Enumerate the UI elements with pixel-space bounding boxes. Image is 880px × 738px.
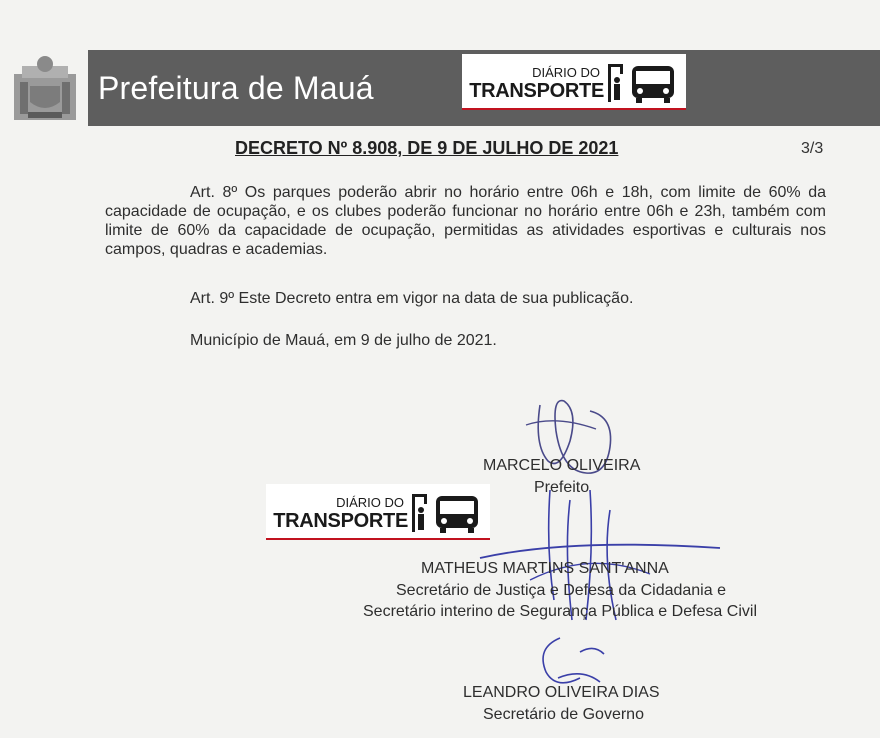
city-crest-icon bbox=[8, 52, 82, 126]
signatory-3-role: Secretário de Governo bbox=[483, 706, 644, 723]
signatory-3-name: LEANDRO OLIVEIRA DIAS bbox=[463, 684, 660, 701]
signatory-2-name: MATHEUS MARTINS SANT'ANNA bbox=[421, 560, 669, 577]
logo-line1: DIÁRIO DO bbox=[532, 65, 600, 80]
decree-title: DECRETO Nº 8.908, DE 9 DE JULHO DE 2021 bbox=[235, 138, 619, 158]
article-8: Art. 8º Os parques poderão abrir no horário entre 06h e 18h, com limite de 60% da capacidade de ocupação, e os clubes poderão funcionar no horário entre 06h e 23h, também com limite de 60% da capacidade de ocupação, permitidas as atividades esportivas e culturais nos campos, quadras e academias. bbox=[105, 184, 826, 258]
page-number: 3/3 bbox=[801, 140, 824, 157]
signatory-2-role-1: Secretário de Justiça e Defesa da Cidadania e bbox=[396, 582, 726, 599]
logo-2-line2: TRANSPORTE bbox=[273, 510, 408, 532]
signatory-1-name: MARCELO OLIVEIRA bbox=[483, 457, 641, 474]
closing-date: Município de Mauá, em 9 de julho de 2021. bbox=[190, 332, 497, 349]
diario-transporte-logo-2 bbox=[266, 484, 490, 540]
bus-stop-icon bbox=[606, 60, 678, 104]
bus-stop-icon-2 bbox=[410, 490, 482, 534]
diario-transporte-logo bbox=[462, 54, 686, 110]
org-title: Prefeitura de Mauá bbox=[98, 70, 374, 106]
article-9: Art. 9º Este Decreto entra em vigor na data de sua publicação. bbox=[190, 290, 634, 307]
signatory-1-role: Prefeito bbox=[534, 479, 590, 496]
logo-line2: TRANSPORTE bbox=[469, 80, 604, 102]
logo-2-line1: DIÁRIO DO bbox=[336, 495, 404, 510]
signatory-2-role-2: Secretário interino de Segurança Pública e Defesa Civil bbox=[363, 603, 757, 620]
